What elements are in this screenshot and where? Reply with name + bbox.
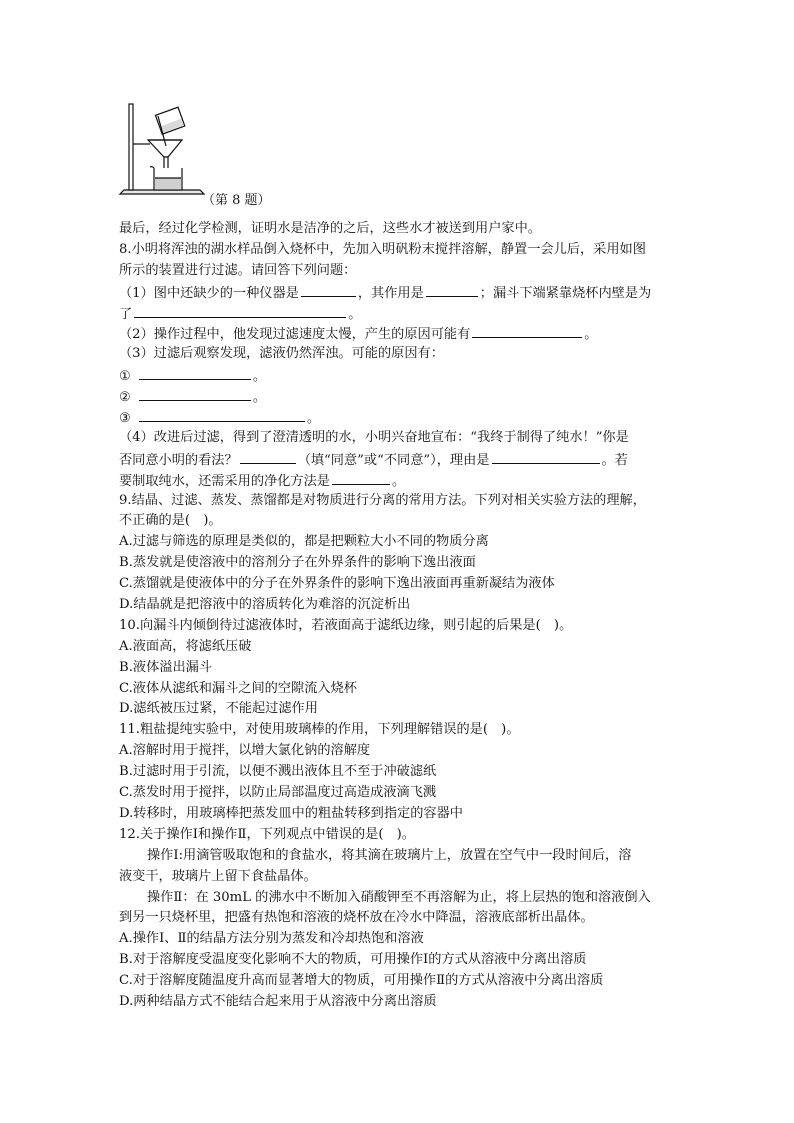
text-line xyxy=(119,303,679,324)
answer-blank[interactable] xyxy=(426,282,478,297)
answer-blank[interactable] xyxy=(492,449,600,464)
option-b[interactable] xyxy=(119,553,679,574)
text-segment: 10.向漏斗内倾倒待过滤液体时，若液面高于滤纸边缘，则引起的后果是( )。 xyxy=(119,617,573,633)
text-segment: 到另一只烧杯里，把盛有热饱和溶液的烧杯放在冷水中降温，溶液底部析出晶体。 xyxy=(119,910,594,926)
option-d[interactable] xyxy=(119,699,679,720)
stand-base xyxy=(120,190,204,194)
text-segment: C.蒸馏就是使液体中的分子在外界条件的影响下逸出液面再重新凝结为液体 xyxy=(119,576,555,592)
stand-rod xyxy=(129,104,133,190)
text-segment: B.蒸发就是使溶液中的溶剂分子在外界条件的影响下逸出液面 xyxy=(119,555,476,571)
text-segment: 12.关于操作Ⅰ和操作Ⅱ，下列观点中错误的是( )。 xyxy=(119,826,415,842)
text-segment: A.操作Ⅰ、Ⅱ的结晶方法分别为蒸发和冷却热饱和溶液 xyxy=(119,931,424,947)
text-segment: 。 xyxy=(306,411,321,427)
option-b[interactable] xyxy=(119,762,679,783)
answer-blank[interactable] xyxy=(332,470,390,485)
text-segment: 9.结晶、过滤、蒸发、蒸馏都是对物质进行分离的常用方法。下列对相关实验方法的理解， xyxy=(119,492,646,508)
text-line xyxy=(119,386,679,407)
text-segment: 否同意小明的看法？ xyxy=(119,452,238,468)
operation-1-paragraph xyxy=(119,846,679,867)
answer-blank[interactable] xyxy=(301,282,356,297)
text-line xyxy=(119,470,679,491)
text-line xyxy=(119,908,679,929)
text-line xyxy=(119,365,679,386)
text-segment: （3）过滤后观察发现，滤液仍然浑浊。可能的原因有： xyxy=(119,346,444,362)
option-b[interactable] xyxy=(119,950,679,971)
text-segment: B.液体溢出漏斗 xyxy=(119,659,213,675)
text-segment: 。若 xyxy=(601,452,628,468)
text-line xyxy=(119,282,679,303)
operation-2-paragraph xyxy=(119,888,679,909)
text-line xyxy=(119,261,679,282)
text-line xyxy=(119,867,679,888)
text-segment: ② xyxy=(119,390,131,406)
question-text xyxy=(119,219,679,1013)
answer-blank[interactable] xyxy=(139,386,251,401)
option-c[interactable] xyxy=(119,971,679,992)
text-segment: 操作Ⅱ：在 30mL 的沸水中不断加入硝酸钾至不再溶解为止，将上层热的饱和溶液倒入 xyxy=(147,889,651,905)
text-line xyxy=(119,219,679,240)
text-segment: A.液面高，将滤纸压破 xyxy=(119,638,252,654)
text-line xyxy=(119,344,679,365)
option-a[interactable] xyxy=(119,637,679,658)
text-segment: （填“同意”或“不同意”），理由是 xyxy=(297,452,490,468)
text-segment: ③ xyxy=(119,411,131,427)
text-segment: 11.粗盐提纯实验中，对使用玻璃棒的作用，下列理解错误的是( )。 xyxy=(119,722,520,738)
text-line xyxy=(119,428,679,449)
text-line xyxy=(119,407,679,428)
question-8-stem xyxy=(119,240,679,261)
text-segment: 。 xyxy=(252,390,267,406)
answer-blank[interactable] xyxy=(139,407,305,422)
text-segment: （1）图中还缺少的一种仪器是 xyxy=(119,285,299,301)
figure-caption: （第 8 题） xyxy=(202,193,271,208)
text-segment: ① xyxy=(119,369,131,385)
option-a[interactable] xyxy=(119,929,679,950)
text-segment: （2）操作过程中，他发现过滤速度太慢，产生的原因可能有 xyxy=(119,327,471,343)
option-d[interactable] xyxy=(119,804,679,825)
answer-blank[interactable] xyxy=(472,323,582,338)
text-segment: 了 xyxy=(119,306,133,322)
question-10-stem xyxy=(119,616,679,637)
text-segment: A.过滤与筛选的原理是类似的，都是把颗粒大小不同的物质分离 xyxy=(119,534,489,550)
text-segment: B.对于溶解度受温度变化影响不大的物质，可用操作Ⅰ的方式从溶液中分离出溶质 xyxy=(119,952,587,968)
text-segment: （4）改进后过滤，得到了澄清透明的水，小明兴奋地宣布：“我终于制得了纯水！”你是 xyxy=(119,429,629,445)
text-segment: 最后，经过化学检测，证明水是洁净的之后，这些水才被送到用户家中。 xyxy=(119,221,541,236)
text-line xyxy=(119,511,679,532)
answer-blank[interactable] xyxy=(240,449,296,464)
answer-blank[interactable] xyxy=(139,365,251,380)
option-c[interactable] xyxy=(119,783,679,804)
text-segment: D.滤纸被压过紧，不能起过滤作用 xyxy=(119,701,318,717)
text-line xyxy=(119,323,679,344)
text-segment: 。 xyxy=(348,306,362,322)
option-d[interactable] xyxy=(119,992,679,1013)
text-segment: C.蒸发时用于搅拌，以防止局部温度过高造成液滴飞溅 xyxy=(119,785,437,801)
question-12-stem xyxy=(119,825,679,846)
text-segment: C.对于溶解度随温度升高而显著增大的物质，可用操作Ⅱ的方式从溶液中分离出溶质 xyxy=(119,973,604,989)
question-9-stem xyxy=(119,491,679,512)
text-segment: 液变干，玻璃片上留下食盐晶体。 xyxy=(119,868,317,884)
text-segment: 。 xyxy=(252,369,267,385)
option-a[interactable] xyxy=(119,741,679,762)
answer-blank[interactable] xyxy=(134,303,346,318)
text-segment: 不正确的是( )。 xyxy=(119,513,222,529)
text-segment: B.过滤时用于引流，以便不溅出液体且不至于冲破滤纸 xyxy=(119,764,437,780)
option-c[interactable] xyxy=(119,679,679,700)
text-segment: 要制取纯水，还需采用的净化方法是 xyxy=(119,473,330,489)
text-segment: 。 xyxy=(584,327,598,343)
option-b[interactable] xyxy=(119,658,679,679)
option-a[interactable] xyxy=(119,532,679,553)
text-segment: 8.小明将浑浊的湖水样品倒入烧杯中，先加入明矾粉末搅拌溶解，静置一会儿后，采用如图 xyxy=(119,241,646,257)
text-segment: 。 xyxy=(392,473,406,489)
text-line xyxy=(119,449,679,470)
text-segment: 所示的装置进行过滤。请回答下列问题： xyxy=(119,262,357,278)
text-segment: C.液体从滤纸和漏斗之间的空隙流入烧杯 xyxy=(119,680,357,696)
text-segment: A.溶解时用于搅拌，以增大氯化钠的溶解度 xyxy=(119,743,371,759)
option-c[interactable] xyxy=(119,574,679,595)
text-segment: D.转移时，用玻璃棒把蒸发皿中的粗盐转移到指定的容器中 xyxy=(119,805,463,821)
text-segment: ，其作用是 xyxy=(357,285,424,301)
text-segment: ；漏斗下端紧靠烧杯内壁是为 xyxy=(479,285,652,301)
option-d[interactable] xyxy=(119,595,679,616)
question-11-stem xyxy=(119,720,679,741)
text-segment: D.两种结晶方式不能结合起来用于从溶液中分离出溶质 xyxy=(119,993,437,1009)
text-segment: 操作Ⅰ:用滴管吸取饱和的食盐水，将其滴在玻璃片上，放置在空气中一段时间后，溶 xyxy=(147,847,632,863)
text-segment: D.结晶就是把溶液中的溶质转化为难溶的沉淀析出 xyxy=(119,597,411,613)
